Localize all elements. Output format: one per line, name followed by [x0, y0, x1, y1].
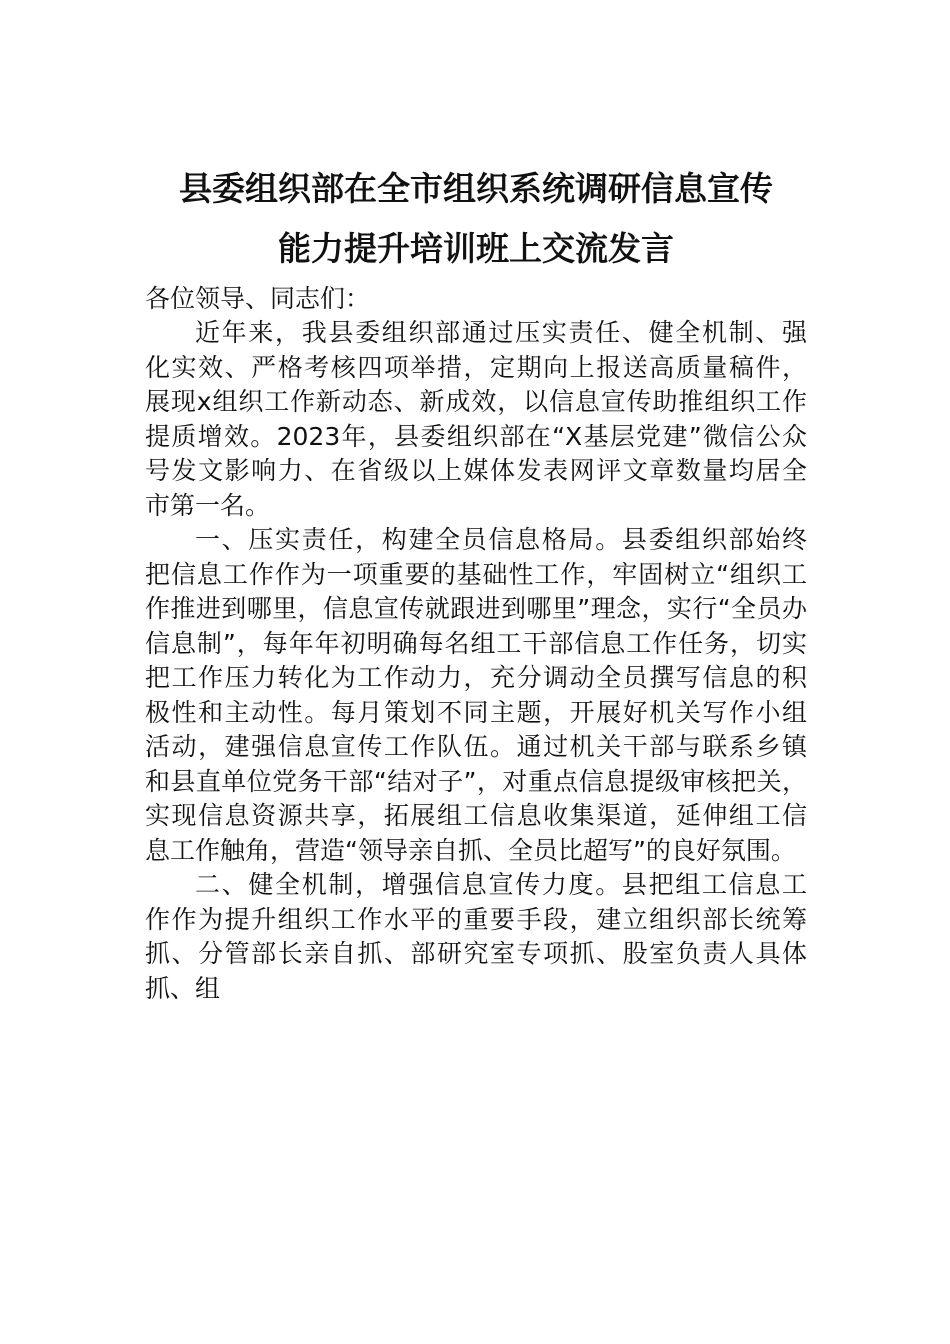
paragraph-line: 作作为提升组织工作水平的重要手段，建立组织部长统筹: [145, 904, 807, 934]
paragraph-line: 和县直单位党务干部“结对子”，对重点信息提级审核把关，: [145, 766, 807, 796]
paragraph-line: 息工作触角，营造“领导亲自抓、全员比超写”的良好氛围。: [145, 835, 796, 865]
paragraph-line: 把信息工作作为一项重要的基础性工作，牢固树立“组织工: [145, 559, 807, 589]
paragraph-line: 实现信息资源共享，拓展组工信息收集渠道，延伸组工信: [145, 801, 807, 831]
paragraph-line: 二、健全机制，增强信息宣传力度。县把组工信息工: [195, 870, 807, 900]
paragraph-line: 市第一名。: [145, 490, 271, 520]
title-line-2: 能力提升培训班上交流发言: [278, 229, 674, 268]
paragraph-line: 信息制”，每年年初明确每名组工干部信息工作任务，切实: [145, 628, 807, 658]
paragraph-line: 一、压实责任，构建全员信息格局。县委组织部始终: [195, 525, 807, 555]
paragraph-line: 抓、分管部长亲自抓、部研究室专项抓、股室负责人具体: [145, 939, 807, 969]
paragraph-line: 展现x组织工作新动态、新成效，以信息宣传助推组织工作: [145, 387, 807, 417]
paragraph-line: 号发文影响力、在省级以上媒体发表网评文章数量均居全: [145, 456, 807, 486]
document-title: [145, 160, 807, 278]
paragraph-line: 作推进到哪里，信息宣传就跟进到哪里”理念，实行“全员办: [145, 594, 807, 624]
paragraph-line: 把工作压力转化为工作动力，充分调动全员撰写信息的积: [145, 663, 807, 693]
paragraph-line: 抓、组: [145, 973, 221, 1003]
paragraph-line: 近年来，我县委组织部通过压实责任、健全机制、强: [195, 318, 807, 348]
title-line-1: 县委组织部在全市组织系统调研信息宣传: [179, 169, 773, 208]
paragraph-line: 提质增效。2023年，县委组织部在“X基层党建”微信公众: [145, 421, 807, 451]
paragraph-line: 活动，建强信息宣传工作队伍。通过机关干部与联系乡镇: [145, 732, 807, 762]
paragraph-section-1: [145, 523, 807, 868]
paragraph-section-2: [145, 868, 807, 1006]
salutation: 各位领导、同志们：: [145, 284, 371, 313]
paragraph-line: 极性和主动性。每月策划不同主题，开展好机关写作小组: [145, 697, 807, 727]
paragraph-line: 化实效、严格考核四项举措，定期向上报送高质量稿件，: [145, 352, 807, 382]
document-page: [145, 160, 807, 1006]
paragraph-intro: [145, 316, 807, 523]
